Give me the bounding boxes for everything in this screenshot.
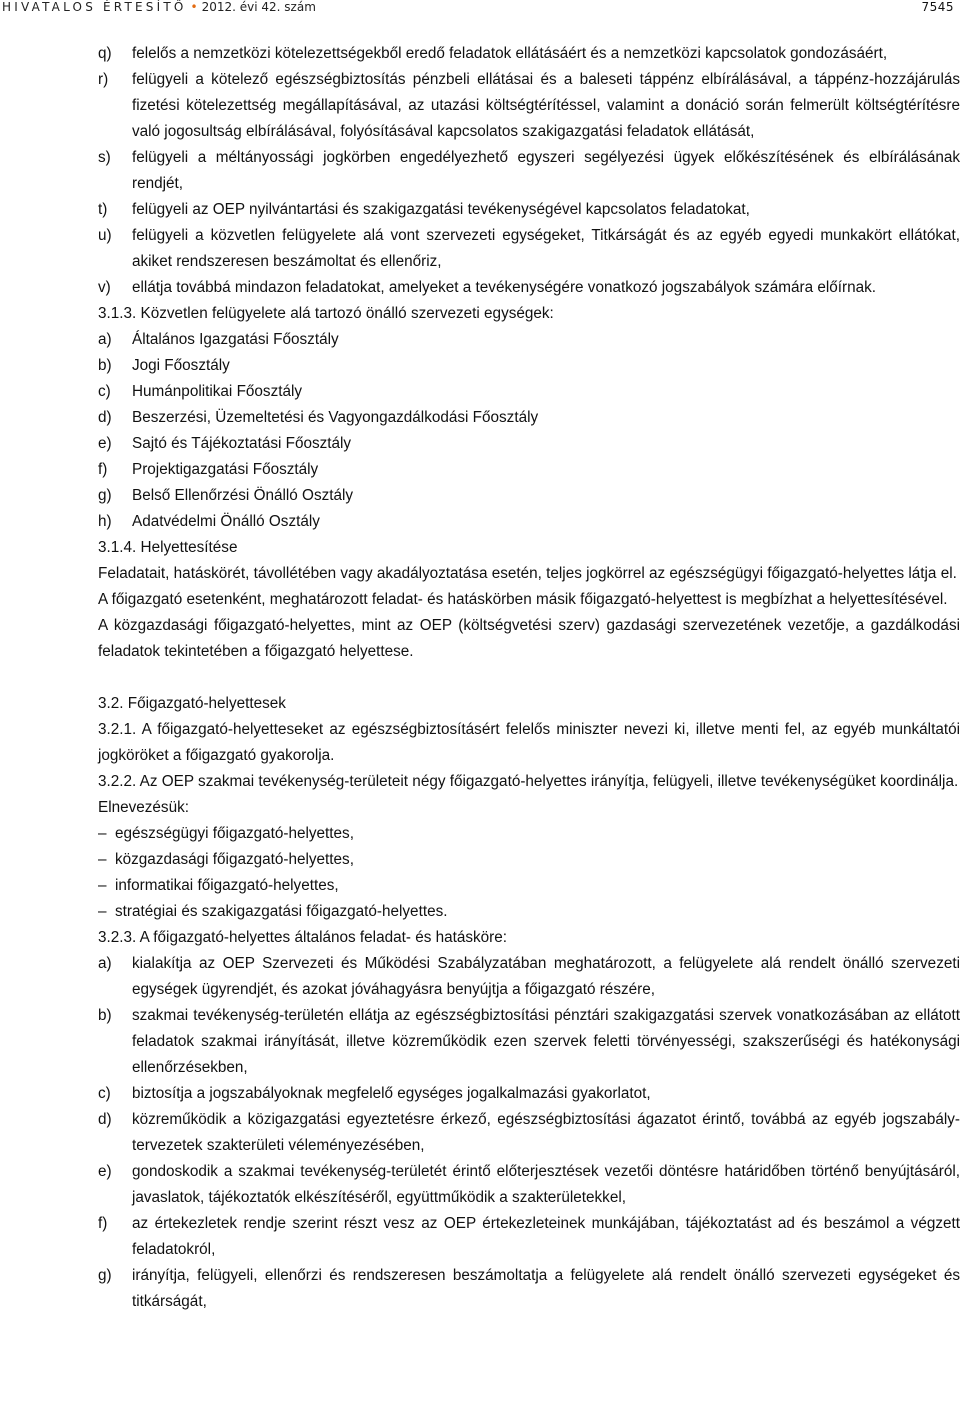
- dash-marker: –: [98, 903, 107, 920]
- list-item: [98, 483, 960, 509]
- list-text: Általános Igazgatási Főosztály: [132, 331, 339, 348]
- list-marker: v): [98, 279, 111, 296]
- dash-marker: –: [98, 877, 107, 894]
- list-marker: d): [98, 1111, 112, 1128]
- list-item: [98, 1107, 960, 1159]
- list-item: [98, 873, 960, 899]
- list-text: Adatvédelmi Önálló Osztály: [132, 513, 320, 530]
- list-text: felügyeli a kötelező egészségbiztosítás pénzbeli ellátásai és a baleseti táppénz elbírálásával, a táppénz-hozzájárulás fizetési kötelezettség megállapításával, az utazási költségtérítéssel, valamint a donáció során felmerült költségtérítésre való jogosultság elbírálásával, folyósításával kapcsolatos szakigazgatási feladatok ellátását,: [132, 71, 960, 140]
- list-text: felügyeli a méltányossági jogkörben engedélyezhető egyszeri segélyezési ügyek előkészítésének és elbírálásának rendjét,: [132, 149, 960, 192]
- list-text: az értekezletek rendje szerint részt vesz az OEP értekezleteinek munkájában, tájékoztatást ad és beszámol a végzett feladatokról,: [132, 1215, 960, 1258]
- list-item: [98, 509, 960, 535]
- list-marker: f): [98, 461, 108, 478]
- list-text: Jogi Főosztály: [132, 357, 230, 374]
- list-text: egészségügyi főigazgató-helyettes,: [115, 825, 354, 842]
- list-text: Beszerzési, Üzemeltetési és Vagyongazdálkodási Főosztály: [132, 409, 539, 426]
- dash-marker: –: [98, 825, 107, 842]
- list-text: felelős a nemzetközi kötelezettségekből eredő feladatok ellátásáért és a nemzetközi kapcsolatok gondozásáért,: [132, 45, 888, 62]
- list-text: gondoskodik a szakmai tevékenység-területét érintő előterjesztések vezetői döntésre határidőben történő benyújtásáról, javaslatok, tájékoztatók elkészítéséről, együttműködik a szakterületekkel,: [132, 1163, 960, 1206]
- list-marker: b): [98, 1007, 112, 1024]
- section-3-2-3-heading: 3.2.3. A főigazgató-helyettes általános feladat- és hatásköre:: [98, 929, 508, 946]
- document-body: [98, 41, 960, 1315]
- list-text: Sajtó és Tájékoztatási Főosztály: [132, 435, 352, 452]
- list-text: ellátja továbbá mindazon feladatokat, amelyeket a tevékenységére vonatkozó jogszabályok számára előírnak.: [132, 279, 877, 296]
- list-marker: f): [98, 1215, 108, 1232]
- page-number: 7545: [921, 0, 954, 14]
- list-item: [98, 353, 960, 379]
- list-text: közgazdasági főigazgató-helyettes,: [115, 851, 354, 868]
- page-header: [0, 0, 960, 16]
- list-text: közreműködik a közigazgatási egyeztetésre érkező, egészségbiztosítási ágazatot érintő, továbbá az egyéb jogszabály-tervezetek szakterületi véleményezésében,: [132, 1111, 960, 1154]
- list-item: [98, 821, 960, 847]
- list-marker: c): [98, 383, 111, 400]
- list-item: [98, 1081, 960, 1107]
- list-item: [98, 951, 960, 1003]
- list-marker: a): [98, 331, 112, 348]
- list-item: [98, 67, 960, 145]
- list-item: [98, 197, 960, 223]
- list-marker: r): [98, 71, 109, 88]
- section-3-2-heading: 3.2. Főigazgató-helyettesek: [98, 695, 286, 712]
- section-3-1-3-heading: 3.1.3. Közvetlen felügyelete alá tartozó önálló szervezeti egységek:: [98, 305, 554, 322]
- list-marker: a): [98, 955, 112, 972]
- list-text: kialakítja az OEP Szervezeti és Működési Szabályzatában meghatározott, a felügyelete alá rendelt önálló szervezeti egységek ügyrendjét, és azokat jóváhagyásra benyújtja a főigazgató részére,: [132, 955, 960, 998]
- list-marker: s): [98, 149, 111, 166]
- paragraph: Feladatait, hatáskörét, távollétében vagy akadályoztatása esetén, teljes jogkörrel az egészségügyi főigazgató-helyettes látja el.: [98, 565, 957, 582]
- list-item: [98, 457, 960, 483]
- dash-marker: –: [98, 851, 107, 868]
- list-item: [98, 41, 960, 67]
- list-marker: g): [98, 487, 112, 504]
- section-3-1-4-heading: 3.1.4. Helyettesítése: [98, 539, 238, 556]
- header-separator: •: [190, 0, 198, 14]
- names-label: Elnevezésük:: [98, 799, 189, 816]
- issue-date: 2012. évi 42. szám: [201, 0, 316, 14]
- list-text: Belső Ellenőrzési Önálló Osztály: [132, 487, 354, 504]
- list-text: irányítja, felügyeli, ellenőrzi és rendszeresen beszámoltatja a felügyelete alá rendelt önálló szervezeti egységeket és titkárságát,: [132, 1267, 960, 1310]
- journal-header: [2, 0, 316, 14]
- list-item: [98, 223, 960, 275]
- spacer: [98, 665, 960, 691]
- list-item: [98, 1003, 960, 1081]
- deputy-duties-list: [98, 951, 960, 1315]
- list-text: felügyeli az OEP nyilvántartási és szakigazgatási tevékenységével kapcsolatos feladatokat,: [132, 201, 750, 218]
- list-marker: t): [98, 201, 108, 218]
- list-text: stratégiai és szakigazgatási főigazgató-helyettes.: [115, 903, 448, 920]
- list-marker: h): [98, 513, 112, 530]
- list-marker: u): [98, 227, 112, 244]
- list-marker: d): [98, 409, 112, 426]
- paragraph: 3.2.2. Az OEP szakmai tevékenység-területeit négy főigazgató-helyettes irányítja, felügyeli, illetve tevékenységüket koordinálja.: [98, 773, 959, 790]
- list-item: [98, 1263, 960, 1315]
- list-item: [98, 275, 960, 301]
- duties-list: [98, 41, 960, 301]
- paragraph: 3.2.1. A főigazgató-helyetteseket az egészségbiztosításért felelős miniszter nevezi ki, illetve menti fel, az egyéb munkáltatói jogköröket a főigazgató gyakorolja.: [98, 721, 960, 764]
- list-item: [98, 379, 960, 405]
- list-text: felügyeli a közvetlen felügyelete alá vont szervezeti egységeket, Titkárságát és az egyéb egyedi munkakört ellátókat, akiket rendszeresen beszámoltat és ellenőriz,: [132, 227, 960, 270]
- paragraph: A közgazdasági főigazgató-helyettes, mint az OEP (költségvetési szerv) gazdasági szervezetének vezetője, a gazdálkodási feladatok tekintetében a főigazgató helyettese.: [98, 617, 960, 660]
- list-item: [98, 1211, 960, 1263]
- list-marker: g): [98, 1267, 112, 1284]
- list-item: [98, 431, 960, 457]
- list-text: szakmai tevékenység-területén ellátja az egészségbiztosítási pénztári szakigazgatási szervek vonatkozásában az ellátott feladatok szakmai irányítását, illetve közreműködik ezen szervek feletti törvényességi, szakszerűségi és hatékonysági ellenőrzésekben,: [132, 1007, 960, 1076]
- list-text: Humánpolitikai Főosztály: [132, 383, 303, 400]
- list-text: biztosítja a jogszabályoknak megfelelő egységes jogalkalmazási gyakorlatot,: [132, 1085, 651, 1102]
- list-marker: b): [98, 357, 112, 374]
- list-item: [98, 145, 960, 197]
- deputy-names-list: [98, 821, 960, 925]
- list-marker: q): [98, 45, 112, 62]
- list-item: [98, 899, 960, 925]
- journal-title: HIVATALOS ÉRTESÍTŐ: [2, 0, 187, 14]
- list-text: informatikai főigazgató-helyettes,: [115, 877, 339, 894]
- list-item: [98, 327, 960, 353]
- list-item: [98, 1159, 960, 1211]
- paragraph: A főigazgató esetenként, meghatározott feladat- és hatáskörben másik főigazgató-helyettest is megbízhat a helyettesítésével.: [98, 591, 948, 608]
- list-marker: e): [98, 1163, 112, 1180]
- list-marker: c): [98, 1085, 111, 1102]
- list-marker: e): [98, 435, 112, 452]
- units-list: [98, 327, 960, 535]
- list-text: Projektigazgatási Főosztály: [132, 461, 319, 478]
- list-item: [98, 847, 960, 873]
- list-item: [98, 405, 960, 431]
